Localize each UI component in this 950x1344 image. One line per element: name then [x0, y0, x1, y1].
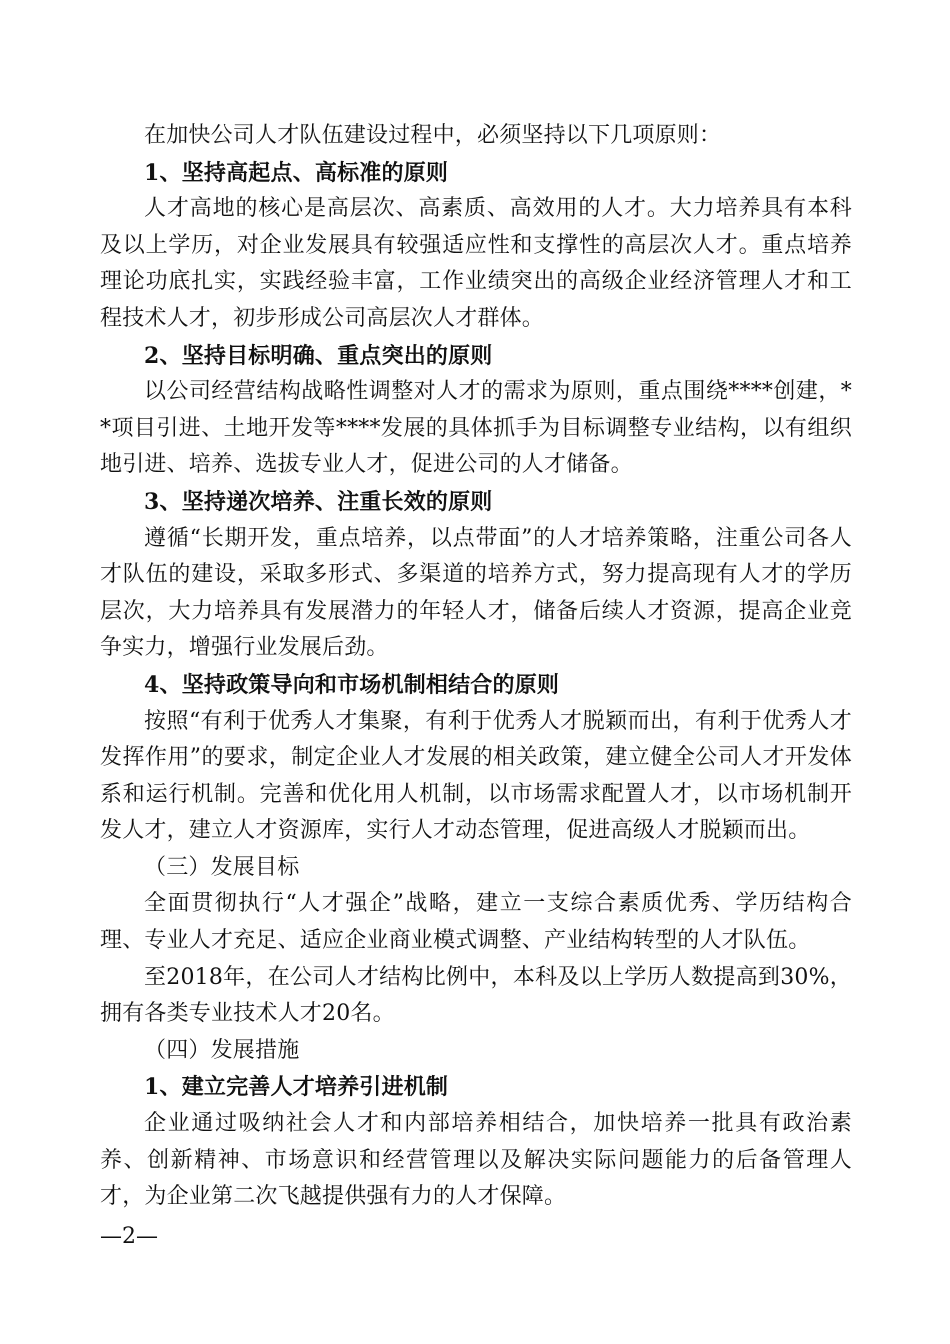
heading-principle-1: 1、坚持高起点、高标准的原则: [144, 159, 449, 186]
document-page: [100, 118, 852, 1216]
paragraph-intro: 在加快公司人才队伍建设过程中，必须坚持以下几项原则：: [144, 123, 722, 148]
heading-principle-3: 3、坚持递次培养、注重长效的原则: [144, 488, 493, 515]
paragraph-principle-2: 以公司经营结构战略性调整对人才的需求为原则，重点围绕****创建，**项目引进、土地开发等****发展的具体抓手为目标调整专业结构，以有组织地引进、培养、选拔专业人才，促进公司的人才储备。: [100, 379, 852, 478]
heading-principle-4: 4、坚持政策导向和市场机制相结合的原则: [144, 671, 560, 698]
page-number: —2—: [100, 1224, 158, 1249]
paragraph-goals-1: 全面贯彻执行“人才强企”战略，建立一支综合素质优秀、学历结构合理、专业人才充足、适应企业商业模式调整、产业结构转型的人才队伍。: [100, 891, 852, 954]
heading-principle-2: 2、坚持目标明确、重点突出的原则: [144, 342, 493, 369]
paragraph-principle-3: 遵循“长期开发，重点培养，以点带面”的人才培养策略，注重公司各人才队伍的建设，采取多形式、多渠道的培养方式，努力提高现有人才的学历层次，大力培养具有发展潜力的年轻人才，储备后续人才资源，提高企业竞争实力，增强行业发展后劲。: [100, 525, 852, 661]
paragraph-goals-2: 至2018年，在公司人才结构比例中，本科及以上学历人数提高到30%，拥有各类专业技术人才20名。: [100, 964, 852, 1027]
heading-measure-1: 1、建立完善人才培养引进机制: [144, 1074, 449, 1101]
section-heading-goals: （三）发展目标: [144, 854, 300, 880]
paragraph-measure-1: 企业通过吸纳社会人才和内部培养相结合，加快培养一批具有政治素养、创新精神、市场意识和经营管理以及解决实际问题能力的后备管理人才，为企业第二次飞越提供强有力的人才保障。: [100, 1111, 852, 1210]
section-heading-measures: （四）发展措施: [144, 1037, 300, 1063]
paragraph-principle-4: 按照“有利于优秀人才集聚，有利于优秀人才脱颖而出，有利于优秀人才发挥作用”的要求，制定企业人才发展的相关政策，建立健全公司人才开发体系和运行机制。完善和优化用人机制，以市场需求配置人才，以市场机制开发人才，建立人才资源库，实行人才动态管理，促进高级人才脱颖而出。: [100, 708, 852, 844]
paragraph-principle-1: 人才高地的核心是高层次、高素质、高效用的人才。大力培养具有本科及以上学历，对企业发展具有较强适应性和支撑性的高层次人才。重点培养理论功底扎实，实践经验丰富，工作业绩突出的高级企业经济管理人才和工程技术人才，初步形成公司高层次人才群体。: [100, 196, 852, 331]
